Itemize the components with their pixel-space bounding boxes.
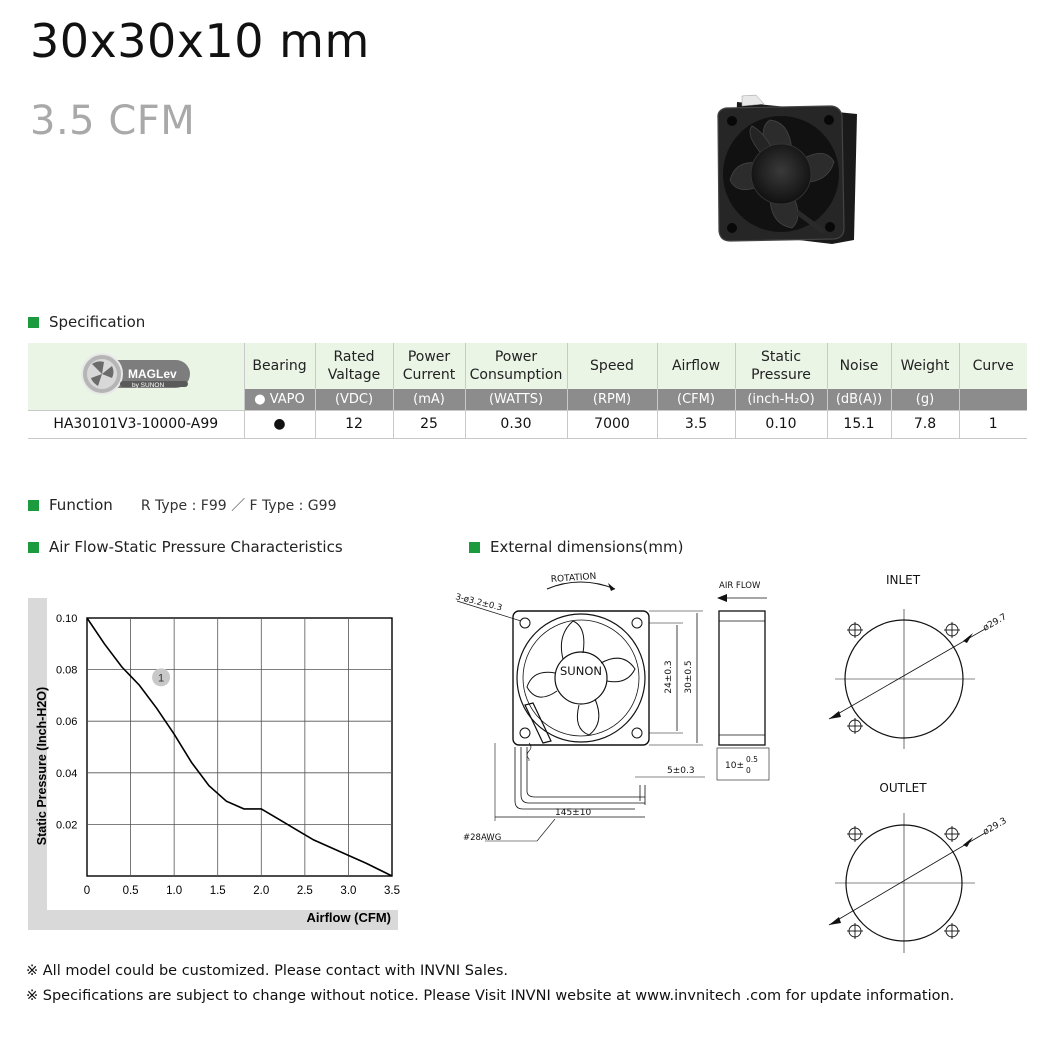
unit-power: (WATTS) xyxy=(465,389,567,410)
cell-power: 0.30 xyxy=(465,410,567,438)
unit-noise: (dB(A)) xyxy=(827,389,891,410)
cell-weight: 7.8 xyxy=(891,410,959,438)
page-subtitle: 3.5 CFM xyxy=(30,98,196,144)
y-tick-label: 0.10 xyxy=(56,613,78,625)
col-weight: Weight xyxy=(891,343,959,389)
dim-10-lower-tol: 0 xyxy=(746,766,751,775)
maglev-logo-subtext: by SUNON xyxy=(131,381,164,389)
note-customization: ※ All model could be customized. Please contact with INVNI Sales. xyxy=(26,963,508,979)
inlet-diameter-label: ø29.7 xyxy=(981,612,1009,634)
dim-24-label: 24±0.3 xyxy=(664,660,674,694)
unit-airflow: (CFM) xyxy=(657,389,735,410)
fan-side-outline xyxy=(719,611,765,745)
x-tick-label: 0.5 xyxy=(122,885,139,897)
unit-current: (mA) xyxy=(393,389,465,410)
inlet-label: INLET xyxy=(885,573,921,587)
cell-curve: 1 xyxy=(959,410,1027,438)
dim-145-label: 145±10 xyxy=(555,808,592,818)
outlet-diameter-label: ø29.3 xyxy=(981,816,1009,838)
holes-label: 3-ø3.2±0.3 xyxy=(454,592,504,614)
y-tick-label: 0.02 xyxy=(56,819,78,832)
page-title: 30x30x10 mm xyxy=(30,14,370,68)
x-tick-label: 1.0 xyxy=(166,885,183,897)
maglev-logo-icon xyxy=(76,346,196,402)
outlet-label: OUTLET xyxy=(879,781,927,795)
maglev-logo xyxy=(28,343,244,410)
y-tick-label: 0.04 xyxy=(56,767,78,780)
green-square-icon xyxy=(469,542,480,553)
col-power: Power Consumption xyxy=(465,343,567,389)
col-airflow: Airflow xyxy=(657,343,735,389)
col-current: Power Current xyxy=(393,343,465,389)
unit-pressure: (inch-H₂O) xyxy=(735,389,827,410)
unit-voltage: (VDC) xyxy=(315,389,393,410)
x-tick-label: 0 xyxy=(83,885,91,897)
table-row xyxy=(28,410,1027,438)
unit-weight: (g) xyxy=(891,389,959,410)
x-tick-label: 1.5 xyxy=(209,885,226,897)
specification-heading: Specification xyxy=(28,313,145,331)
y-tick-label: 0.08 xyxy=(56,664,78,677)
col-pressure: Static Pressure xyxy=(735,343,827,389)
awg-label: #28AWG xyxy=(463,833,502,843)
cell-airflow: 3.5 xyxy=(657,410,735,438)
y-axis-label: Static Pressure (Inch-H2O) xyxy=(35,686,49,846)
x-tick-label: 3.5 xyxy=(384,885,400,897)
chart-heading: Air Flow-Static Pressure Characteristics xyxy=(28,538,343,556)
dim-30-label: 30±0.5 xyxy=(684,660,694,694)
cell-pressure: 0.10 xyxy=(735,410,827,438)
airflow-pressure-chart xyxy=(28,598,398,930)
green-square-icon xyxy=(28,542,39,553)
maglev-logo-text: MAGLev xyxy=(127,366,177,381)
green-square-icon xyxy=(28,500,39,511)
curve-marker-label: 1 xyxy=(158,672,165,685)
specification-table xyxy=(28,343,1027,439)
y-tick-label: 0.06 xyxy=(56,716,78,729)
cell-bearing: ● xyxy=(244,410,315,438)
air-flow-label: AIR FLOW xyxy=(719,581,761,591)
unit-bearing: ● VAPO xyxy=(244,389,315,410)
x-tick-label: 2.0 xyxy=(253,885,270,897)
dimensions-heading: External dimensions(mm) xyxy=(469,538,683,556)
col-curve: Curve xyxy=(959,343,1027,389)
cell-current: 25 xyxy=(393,410,465,438)
rotation-label: ROTATION xyxy=(550,571,597,585)
green-square-icon xyxy=(28,317,39,328)
col-bearing: Bearing xyxy=(244,343,315,389)
brand-label: SUNON xyxy=(560,664,602,678)
col-voltage: Rated Valtage xyxy=(315,343,393,389)
dim-5-label: 5±0.3 xyxy=(667,766,695,776)
x-tick-label: 3.0 xyxy=(340,885,357,897)
col-speed: Speed xyxy=(567,343,657,389)
x-tick-label: 2.5 xyxy=(296,885,313,897)
external-dimensions-drawing xyxy=(445,565,1045,955)
cell-noise: 15.1 xyxy=(827,410,891,438)
spec-header-row xyxy=(28,343,1027,389)
note-specifications: ※ Specifications are subject to change without notice. Please Visit INVNI website at www.invnitech .com for update information. xyxy=(26,988,955,1004)
col-noise: Noise xyxy=(827,343,891,389)
unit-speed: (RPM) xyxy=(567,389,657,410)
chart-inner-background xyxy=(47,598,398,910)
function-types: R Type : F99 ／ F Type : G99 xyxy=(140,498,337,514)
function-heading: Function R Type : F99 ／ F Type : G99 xyxy=(28,495,336,515)
x-axis-label: Airflow (CFM) xyxy=(306,910,391,925)
inlet-mounting-holes xyxy=(847,622,960,734)
outlet-mounting-holes xyxy=(847,826,960,939)
model-number: HA30101V3-10000-A99 xyxy=(28,410,244,438)
dim-10-label: 10± xyxy=(725,761,744,771)
dim-10-upper-tol: 0.5 xyxy=(746,755,758,764)
air-flow-arrow-icon xyxy=(717,594,727,602)
fan-product-image xyxy=(712,92,862,252)
cell-speed: 7000 xyxy=(567,410,657,438)
unit-curve xyxy=(959,389,1027,410)
cell-voltage: 12 xyxy=(315,410,393,438)
